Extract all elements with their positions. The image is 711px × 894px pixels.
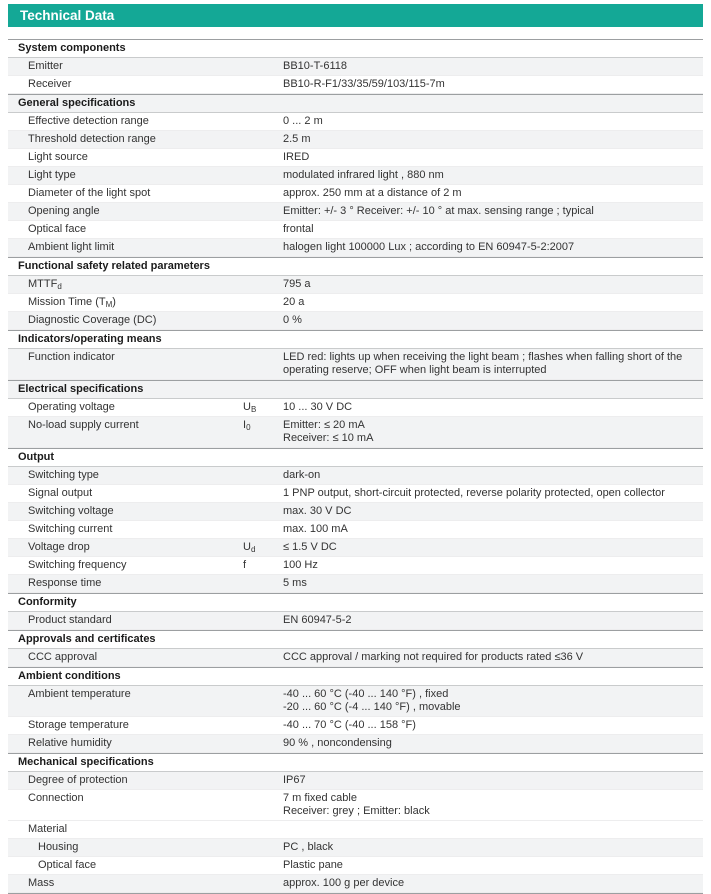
row-symbol-subscript: B xyxy=(250,405,257,414)
row-value-line: LED red: lights up when receiving the light beam ; flashes when falling short of the xyxy=(283,351,683,363)
table-row xyxy=(8,839,703,857)
row-value xyxy=(283,149,703,166)
row-value-line: 100 Hz xyxy=(283,559,318,571)
row-symbol xyxy=(243,575,283,579)
row-label-text: Receiver xyxy=(28,78,72,90)
table-row xyxy=(8,58,703,76)
row-value-line: 90 % , noncondensing xyxy=(283,737,392,749)
row-label xyxy=(8,875,243,892)
row-label xyxy=(8,467,243,484)
row-symbol xyxy=(243,503,283,507)
table-row xyxy=(8,735,703,753)
row-symbol xyxy=(243,167,283,171)
row-value xyxy=(283,167,703,184)
row-label xyxy=(8,349,243,366)
row-value xyxy=(283,790,703,820)
row-label xyxy=(8,649,243,666)
table-row xyxy=(8,821,703,839)
row-label xyxy=(8,76,243,93)
row-value-line: 20 a xyxy=(283,296,305,308)
row-value-line: ≤ 1.5 V DC xyxy=(283,541,337,553)
row-value xyxy=(283,76,703,93)
page-title: Technical Data xyxy=(20,8,115,23)
table-row xyxy=(8,149,703,167)
row-label-text: Emitter xyxy=(28,60,63,72)
row-symbol xyxy=(243,821,283,825)
row-value-line: -40 ... 60 °C (-40 ... 140 °F) , fixed xyxy=(283,688,449,700)
section-header xyxy=(8,593,703,612)
row-label-text: Signal output xyxy=(28,487,93,499)
row-value-line: IRED xyxy=(283,151,310,163)
row-label xyxy=(8,131,243,148)
row-symbol xyxy=(243,857,283,861)
section-header xyxy=(8,448,703,467)
section-header xyxy=(8,753,703,772)
row-value-line: Plastic pane xyxy=(283,859,343,871)
table-row xyxy=(8,276,703,294)
row-value-line: BB10-R-F1/33/35/59/103/115-7m xyxy=(283,78,445,90)
row-value-line: max. 100 mA xyxy=(283,523,348,535)
row-label xyxy=(8,539,243,556)
row-label xyxy=(8,686,243,703)
table-row xyxy=(8,294,703,312)
section-title: Approvals and certificates xyxy=(18,633,156,645)
table-row xyxy=(8,312,703,330)
row-label-text: No-load supply current xyxy=(28,419,139,431)
row-label xyxy=(8,221,243,238)
row-value xyxy=(283,503,703,520)
section-title: Mechanical specifications xyxy=(18,756,154,768)
table-row xyxy=(8,185,703,203)
row-value xyxy=(283,539,703,556)
row-label-text: Degree of protection xyxy=(28,774,128,786)
section-title: Output xyxy=(18,451,55,463)
row-value xyxy=(283,203,703,220)
row-label-text: Optical face xyxy=(28,223,87,235)
row-label-text: Diagnostic Coverage (DC) xyxy=(28,314,157,326)
row-symbol xyxy=(243,717,283,721)
row-value-line: 1 PNP output, short-circuit protected, reverse polarity protected, open collector xyxy=(283,487,665,499)
row-label-subscript: d xyxy=(57,282,62,291)
row-label xyxy=(8,772,243,789)
section-header xyxy=(8,667,703,686)
table-row xyxy=(8,521,703,539)
row-value-line: 0 ... 2 m xyxy=(283,115,323,127)
table-row xyxy=(8,467,703,485)
row-label xyxy=(8,790,243,807)
row-label xyxy=(8,503,243,520)
row-value-line: Receiver: grey ; Emitter: black xyxy=(283,805,430,817)
row-value-line: EN 60947-5-2 xyxy=(283,614,352,626)
row-label-text: Product standard xyxy=(28,614,112,626)
row-label xyxy=(8,857,243,874)
table-row xyxy=(8,686,703,717)
row-symbol xyxy=(243,649,283,653)
row-symbol xyxy=(243,399,283,416)
row-label xyxy=(8,717,243,734)
row-label-text: Light source xyxy=(28,151,88,163)
row-symbol xyxy=(243,239,283,243)
row-symbol xyxy=(243,875,283,879)
table-row xyxy=(8,557,703,575)
row-symbol-text: U xyxy=(243,541,251,553)
row-value xyxy=(283,467,703,484)
section-title: General specifications xyxy=(18,97,136,109)
row-value xyxy=(283,521,703,538)
row-value xyxy=(283,717,703,734)
row-value-line: -40 ... 70 °C (-40 ... 158 °F) xyxy=(283,719,416,731)
row-value-line: max. 30 V DC xyxy=(283,505,352,517)
section-title: System components xyxy=(18,42,126,54)
row-label xyxy=(8,485,243,502)
row-label-text: Optical face xyxy=(38,859,97,871)
table-row xyxy=(8,503,703,521)
row-value-line: -20 ... 60 °C (-4 ... 140 °F) , movable xyxy=(283,701,461,713)
row-value-line: halogen light 100000 Lux ; according to EN 60947-5-2:2007 xyxy=(283,241,575,253)
section-title: Conformity xyxy=(18,596,77,608)
row-value xyxy=(283,58,703,75)
row-value-line: frontal xyxy=(283,223,314,235)
table-row xyxy=(8,221,703,239)
table-row xyxy=(8,790,703,821)
row-value xyxy=(283,735,703,752)
table-row xyxy=(8,167,703,185)
row-value xyxy=(283,839,703,856)
table-row xyxy=(8,772,703,790)
row-symbol xyxy=(243,686,283,690)
row-symbol xyxy=(243,185,283,189)
row-symbol xyxy=(243,467,283,471)
section-header xyxy=(8,94,703,113)
row-label-text: Function indicator xyxy=(28,351,115,363)
datasheet-page xyxy=(0,4,711,889)
row-label-text: Mission Time (T xyxy=(28,296,106,308)
section-title: Ambient conditions xyxy=(18,670,121,682)
row-symbol xyxy=(243,349,283,353)
row-value-line: CCC approval / marking not required for products rated ≤36 V xyxy=(283,651,584,663)
row-symbol xyxy=(243,557,283,574)
row-symbol xyxy=(243,735,283,739)
row-label-text: Voltage drop xyxy=(28,541,90,553)
row-value-line: approx. 100 g per device xyxy=(283,877,405,889)
row-value xyxy=(283,875,703,892)
row-value xyxy=(283,557,703,574)
row-value-line: Emitter: ≤ 20 mA xyxy=(283,419,365,431)
row-symbol xyxy=(243,417,283,434)
row-label-text: Ambient temperature xyxy=(28,688,131,700)
row-label xyxy=(8,575,243,592)
row-symbol-text: f xyxy=(243,559,247,571)
row-value xyxy=(283,239,703,256)
row-label xyxy=(8,839,243,856)
table-row xyxy=(8,399,703,417)
row-label xyxy=(8,203,243,220)
row-label-text: Switching type xyxy=(28,469,99,481)
table-row xyxy=(8,76,703,94)
row-label-text: Mass xyxy=(28,877,55,889)
section-title: Indicators/operating means xyxy=(18,333,162,345)
row-label-text: Switching frequency xyxy=(28,559,127,571)
row-label-text: Connection xyxy=(28,792,84,804)
table-row xyxy=(8,649,703,667)
row-label-text: Relative humidity xyxy=(28,737,112,749)
row-value-line: IP67 xyxy=(283,774,306,786)
row-symbol xyxy=(243,839,283,843)
row-label-suffix: ) xyxy=(112,296,116,308)
row-label-text: Housing xyxy=(38,841,79,853)
row-label xyxy=(8,276,243,293)
table-row xyxy=(8,875,703,893)
row-symbol xyxy=(243,276,283,280)
section-title: Electrical specifications xyxy=(18,383,144,395)
row-symbol-text: I xyxy=(243,419,247,431)
row-symbol-subscript: d xyxy=(250,545,256,554)
row-label xyxy=(8,58,243,75)
row-value xyxy=(283,417,703,447)
row-value xyxy=(283,312,703,329)
row-value-line: dark-on xyxy=(283,469,321,481)
row-symbol xyxy=(243,772,283,776)
row-label xyxy=(8,167,243,184)
row-value-line: 2.5 m xyxy=(283,133,311,145)
row-label xyxy=(8,294,243,311)
row-label-text: Light type xyxy=(28,169,76,181)
section-header xyxy=(8,630,703,649)
row-value xyxy=(283,185,703,202)
row-value xyxy=(283,294,703,311)
row-value-line: 0 % xyxy=(283,314,302,326)
row-symbol xyxy=(243,131,283,135)
row-label xyxy=(8,612,243,629)
row-label xyxy=(8,399,243,416)
row-value xyxy=(283,113,703,130)
row-value-line: 5 ms xyxy=(283,577,307,589)
row-label xyxy=(8,735,243,752)
section-header xyxy=(8,39,703,58)
section-title: Functional safety related parameters xyxy=(18,260,210,272)
row-symbol xyxy=(243,203,283,207)
row-label-text: Switching voltage xyxy=(28,505,114,517)
row-value-line: 7 m fixed cable xyxy=(283,792,357,804)
row-value xyxy=(283,276,703,293)
row-label-text: Material xyxy=(28,823,68,835)
row-symbol xyxy=(243,312,283,316)
row-label-text: Response time xyxy=(28,577,102,589)
table-row xyxy=(8,612,703,630)
row-value xyxy=(283,821,703,825)
row-value xyxy=(283,399,703,416)
row-symbol xyxy=(243,113,283,117)
table-row xyxy=(8,575,703,593)
row-label xyxy=(8,557,243,574)
row-label xyxy=(8,149,243,166)
row-value-line: BB10-T-6118 xyxy=(283,60,348,72)
row-value xyxy=(283,131,703,148)
row-label-text: Opening angle xyxy=(28,205,100,217)
row-label-text: MTTF xyxy=(28,278,58,290)
table-row xyxy=(8,131,703,149)
row-label xyxy=(8,521,243,538)
table-row xyxy=(8,113,703,131)
row-value xyxy=(283,772,703,789)
technical-data-table xyxy=(8,39,703,894)
row-value-line: PC , black xyxy=(283,841,334,853)
row-symbol xyxy=(243,612,283,616)
table-row xyxy=(8,717,703,735)
row-value-line: Emitter: +/- 3 ° Receiver: +/- 10 ° at max. sensing range ; typical xyxy=(283,205,594,217)
row-value xyxy=(283,221,703,238)
row-value xyxy=(283,349,703,379)
table-row xyxy=(8,539,703,557)
row-value-line: approx. 250 mm at a distance of 2 m xyxy=(283,187,462,199)
row-value xyxy=(283,649,703,666)
section-header xyxy=(8,330,703,349)
table-row xyxy=(8,417,703,448)
row-label xyxy=(8,821,243,838)
row-label-text: Diameter of the light spot xyxy=(28,187,151,199)
row-label-text: Switching current xyxy=(28,523,113,535)
row-label xyxy=(8,417,243,434)
row-value-line: 10 ... 30 V DC xyxy=(283,401,353,413)
row-value-line: modulated infrared light , 880 nm xyxy=(283,169,444,181)
row-label-text: Operating voltage xyxy=(28,401,115,413)
table-row xyxy=(8,239,703,257)
table-row xyxy=(8,203,703,221)
row-symbol xyxy=(243,149,283,153)
row-symbol-subscript: 0 xyxy=(246,423,251,432)
row-label-text: Ambient light limit xyxy=(28,241,115,253)
row-value xyxy=(283,485,703,502)
row-value xyxy=(283,575,703,592)
table-row xyxy=(8,857,703,875)
row-symbol xyxy=(243,521,283,525)
page-title-bar xyxy=(8,4,703,27)
row-label-text: Threshold detection range xyxy=(28,133,156,145)
row-label-subscript: M xyxy=(105,300,113,309)
row-symbol xyxy=(243,58,283,62)
row-value-line: Receiver: ≤ 10 mA xyxy=(283,432,374,444)
row-symbol xyxy=(243,539,283,556)
row-value xyxy=(283,686,703,716)
row-symbol xyxy=(243,790,283,794)
row-label xyxy=(8,239,243,256)
section-header xyxy=(8,380,703,399)
section-header xyxy=(8,257,703,276)
row-label xyxy=(8,185,243,202)
row-value xyxy=(283,612,703,629)
row-label-text: Effective detection range xyxy=(28,115,149,127)
row-value-line: 795 a xyxy=(283,278,311,290)
row-value xyxy=(283,857,703,874)
table-row xyxy=(8,349,703,380)
row-symbol xyxy=(243,221,283,225)
row-symbol-text: U xyxy=(243,401,251,413)
row-symbol xyxy=(243,76,283,80)
row-label-text: CCC approval xyxy=(28,651,98,663)
row-value-line: operating reserve; OFF when light beam is interrupted xyxy=(283,364,547,376)
row-label xyxy=(8,113,243,130)
row-label-text: Storage temperature xyxy=(28,719,129,731)
row-symbol xyxy=(243,294,283,298)
row-label xyxy=(8,312,243,329)
row-symbol xyxy=(243,485,283,489)
table-row xyxy=(8,485,703,503)
